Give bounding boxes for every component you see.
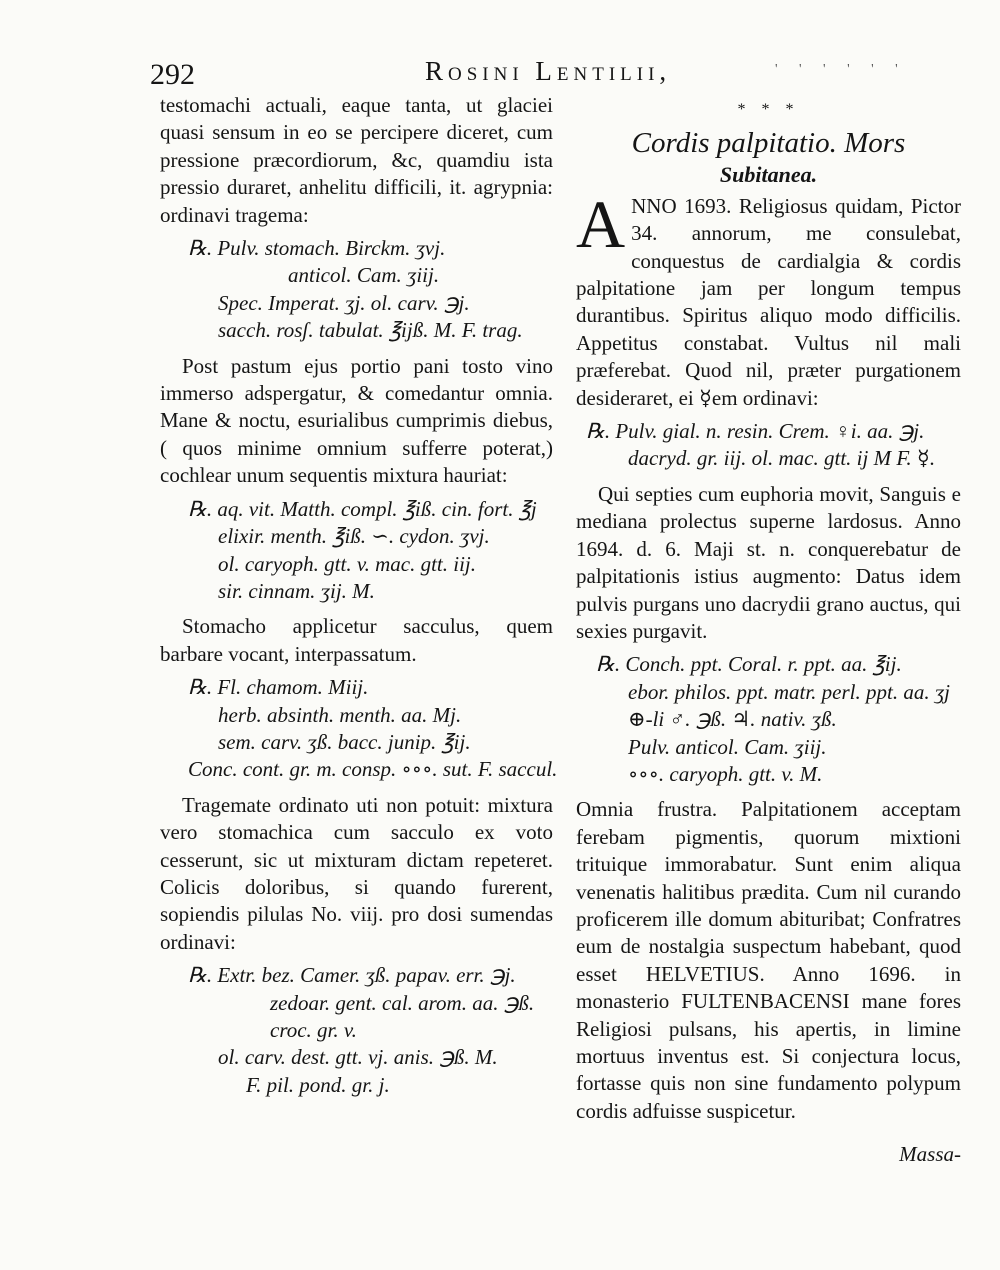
recipe-line: sir. cinnam. ʒij. M.: [218, 578, 375, 603]
drop-cap: A: [576, 185, 626, 262]
recipe-line: anticol. Cam. ʒiij.: [288, 263, 440, 288]
section-title: Cordis palpitatio. Mors: [631, 127, 906, 160]
right-paragraph-3: Omnia frustra. Palpitationem acceptam ferebam pigmentis, quorum mixtioni trituique immorabatur. Sunt enim aliqua venenatis halitibus prædita. Cum nil curando proficerem ille domum abituribat; Confratres eum de nostalgia suspectum habebant, quod esset HELVETIUS. Anno 1696. in monasterio FULTENBACENSI mane fores Religiosi pulsans, his apertis, in limine mortuus inventus est. Si conjectura locus, fortasse quis non sine fundamento polypum cordis adfuisse suspicetur.: [576, 797, 961, 1123]
recipe-line: Pulv. anticol. Cam. ʒiij.: [628, 734, 827, 759]
recipe-line: ol. caryoph. gtt. v. mac. gtt. iij.: [218, 551, 476, 576]
recipe-line: croc. gr. v.: [270, 1018, 357, 1042]
left-paragraph-1: testomachi actuali, eaque tanta, ut glaciei quasi sensum in eo se percipere diceret, cum pressione præcordiorum, &c, quamdiu ista pressio duraret, anhelitu difficili, it. agrypnia: ordinavi tragema:: [160, 93, 553, 227]
recipe-line: F. pil. pond. gr. j.: [246, 1072, 390, 1097]
recipe-line: ebor. philos. ppt. matr. perl. ppt. aa. ʒj: [628, 679, 951, 704]
recipe-line: sem. carv. ʒß. bacc. junip. ℥ij.: [218, 729, 471, 754]
recipe-line: Spec. Imperat. ʒj. ol. carv. ℈j.: [218, 290, 470, 315]
recipe-line: herb. absinth. menth. aa. Mj.: [218, 702, 462, 727]
right-paragraph-1: [576, 185, 961, 412]
recipe-pilulae: [160, 962, 553, 1099]
recipe-line: ⊕-li ♂. ℈ß. ♃. nativ. ʒß.: [628, 707, 837, 732]
recipe-line: ℞. Pulv. stomach. Birckm. ʒvj.: [188, 236, 446, 261]
page-specks: ' ' ' ' ' ': [775, 62, 907, 77]
recipe-tragema: [160, 235, 553, 345]
recipe-line: dacryd. gr. iij. ol. mac. gtt. ij M F. ☿.: [628, 446, 936, 471]
recipe-line: ol. carv. dest. gtt. vj. anis. ℈ß. M.: [218, 1045, 498, 1070]
right-paragraph-1-text: NNO 1693. Religiosus quidam, Pictor 34. annorum, me consulebat, conquestus de cardialgia & cordis palpitatione jam per longum tempus durantibus. Spiritus aliquo modo difficilis. Appetitus constabat. Vultus nil mali præferebat. Quod nil, præter purgationem desideraret, ei ☿em ordinavi:: [576, 193, 961, 410]
recipe-line: zedoar. gent. cal. arom. aa. ℈ß.: [270, 990, 535, 1015]
recipe-pulvis: [576, 651, 961, 788]
recipe-purgans: [576, 418, 961, 473]
recipe-sacculus: [160, 674, 558, 784]
page-number: 292: [150, 58, 195, 91]
recipe-line: Conc. cont. gr. m. consp. ∘∘∘. sut. F. saccul.: [188, 757, 558, 782]
recipe-line: ℞. Pulv. gial. n. resin. Crem. ♀i. aa. ℈j.: [586, 419, 925, 444]
left-column: [160, 92, 558, 1107]
recipe-mixtura: [160, 496, 553, 606]
recipe-line: ℞. Extr. bez. Camer. ʒß. papav. err. ℈j.: [188, 963, 516, 988]
right-column: [576, 92, 961, 1169]
recipe-line: ℞. Fl. chamom. Miij.: [188, 675, 369, 700]
running-title: Rosini Lentilii,: [425, 56, 672, 86]
section-stars: * * *: [737, 101, 800, 118]
left-paragraph-4: Tragemate ordinato uti non potuit: mixtura vero stomachica cum sacculo ex voto cesserunt, sic ut mixturam dictam repeteret. Colicis doloribus, si quando furerent, sopiendis pilulas No. viij. pro dosi sumendas ordinavi:: [160, 792, 553, 954]
recipe-line: ℞. Conch. ppt. Coral. r. ppt. aa. ℥ij.: [596, 652, 902, 677]
right-paragraph-2: Qui septies cum euphoria movit, Sanguis e mediana prolectus superne lardosus. Anno 1694. d. 6. Maji st. n. conquerebatur de palpitationis istius augmento: Datus idem pulvis purgans uno dacrydii grano auctus, qui sexies purgavit.: [576, 481, 961, 643]
left-paragraph-2: Post pastum ejus portio pani tosto vino immerso adspergatur, & comedantur omnia. Mane & noctu, esurialibus cumprimis diebus, ( quos minime omnium sufferre poterat,) cochlear unum sequentis mixtura hauriat:: [160, 353, 553, 488]
recipe-line: ℞. aq. vit. Matth. compl. ℥iß. cin. fort. ℥j: [188, 496, 537, 521]
catchword: Massa-: [899, 1142, 961, 1167]
recipe-line: elixir. menth. ℥iß. ∽. cydon. ʒvj.: [218, 524, 490, 549]
recipe-line: ∘∘∘. caryoph. gtt. v. M.: [628, 761, 823, 786]
left-paragraph-3: Stomacho applicetur sacculus, quem barbare vocant, interpassatum.: [160, 614, 553, 666]
section-subtitle: Subitanea.: [719, 162, 818, 188]
recipe-line: sacch. rosʃ. tabulat. ℥ijß. M. F. trag.: [218, 318, 523, 343]
